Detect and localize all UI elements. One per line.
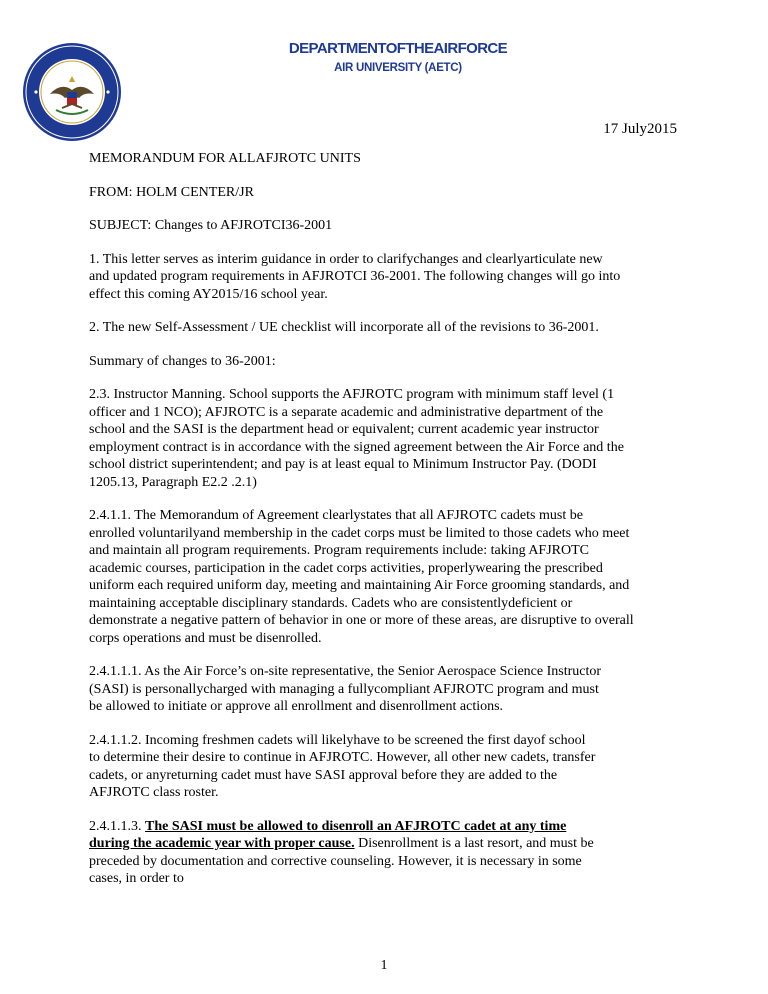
memo-date: 17 July2015 bbox=[603, 121, 677, 137]
paragraph-2-4-1-1 bbox=[89, 507, 677, 647]
subject-line: SUBJECT: Changes to AFJROTCI36-2001 bbox=[89, 218, 333, 233]
p2411-line: corps operations and must be disenrolled. bbox=[89, 630, 322, 646]
p2411-line: enrolled voluntarilyand membership in the cadet corps must be limited to those cadets who meet bbox=[89, 525, 630, 541]
p23-line: 1205.13, Paragraph E2.2 .2.1) bbox=[89, 474, 257, 490]
header-department: DEPARTMENTOFTHEAIRFORCE bbox=[288, 40, 508, 57]
para1-line: 1. This letter serves as interim guidance in order to clarifychanges and clearlyarticulate new bbox=[89, 251, 603, 267]
p23-line: 2.3. Instructor Manning. School supports the AFJROTC program with minimum staff level (1 bbox=[89, 387, 615, 402]
dod-seal-icon bbox=[22, 42, 122, 142]
header-unit: AIR UNIVERSITY (AETC) bbox=[334, 62, 462, 74]
p2411-line: 2.4.1.1. The Memorandum of Agreement clearlystates that all AFJROTC cadets must be bbox=[89, 508, 583, 523]
p24112-line: AFJROTC class roster. bbox=[89, 785, 219, 800]
p24112-line: 2.4.1.1.2. Incoming freshmen cadets will likelyhave to be screened the first dayof school bbox=[89, 732, 586, 748]
paragraph-2: 2. The new Self-Assessment / UE checklist will incorporate all of the revisions to 36-2001. bbox=[89, 320, 599, 335]
p24112-line: cadets, or anyreturning cadet must have SASI approval before they are added to the bbox=[89, 767, 558, 783]
p24113-line: preceded by documentation and corrective counseling. However, it is necessary in some bbox=[89, 853, 582, 869]
p24113-line bbox=[89, 835, 677, 853]
memo-for-line: MEMORANDUM FOR ALLAFJROTC UNITS bbox=[89, 151, 361, 166]
p23-line: officer and 1 NCO); AFJROTC is a separate academic and administrative department of the bbox=[89, 404, 604, 420]
paragraph-2-3 bbox=[89, 386, 677, 491]
paragraph-2-4-1-1-3 bbox=[89, 818, 677, 888]
from-line: FROM: HOLM CENTER/JR bbox=[89, 184, 254, 200]
p24113-number: 2.4.1.1.3. bbox=[89, 818, 142, 834]
p24111-line: be allowed to initiate or approve all enrollment and disenrollment actions. bbox=[89, 699, 504, 714]
para1-line: and updated program requirements in AFJROTCI 36-2001. The following changes will go into bbox=[89, 269, 621, 284]
p2411-line: demonstrate a negative pattern of behavior in one or more of these areas, are disruptive to overall bbox=[89, 613, 634, 628]
p2411-line: academic courses, participation in the cadet corps activities, properlywearing the prescribed bbox=[89, 560, 603, 576]
page-number: 1 bbox=[380, 958, 388, 973]
summary-heading: Summary of changes to 36-2001: bbox=[89, 353, 276, 369]
p24113-emphasis: during the academic year with proper cause. bbox=[89, 836, 355, 851]
p24111-line: 2.4.1.1.1. As the Air Force’s on-site representative, the Senior Aerospace Science Instructor bbox=[89, 664, 602, 679]
p23-line: school and the SASI is the department head or equivalent; current academic year instructor bbox=[89, 422, 599, 437]
p24112-line: to determine their desire to continue in AFJROTC. However, all other new cadets, transfer bbox=[89, 750, 596, 765]
p24113-emphasis: The SASI must be allowed to disenroll an AFJROTC cadet at any time bbox=[145, 818, 567, 834]
p23-line: employment contract is in accordance with the signed agreement between the Air Force and the bbox=[89, 439, 624, 455]
p2411-line: uniform each required uniform day, meeting and maintaining Air Force grooming standards, and bbox=[89, 578, 630, 593]
p24113-line: cases, in order to bbox=[89, 871, 184, 886]
p2411-line: maintaining acceptable disciplinary standards. Cadets who are consistentlydeficient or bbox=[89, 595, 573, 611]
p24113-text: Disenrollment is a last resort, and must be bbox=[354, 836, 594, 851]
paragraph-1 bbox=[89, 251, 677, 304]
p24113-line bbox=[89, 818, 677, 836]
paragraph-2-4-1-1-2 bbox=[89, 732, 677, 802]
para1-line: effect this coming AY2015/16 school year. bbox=[89, 286, 328, 302]
paragraph-2-4-1-1-1 bbox=[89, 663, 677, 716]
memo-body bbox=[89, 150, 677, 888]
p23-line: school district superintendent; and pay is at least equal to Minimum Instructor Pay. (DODI bbox=[89, 457, 597, 472]
p24111-line: (SASI) is personallycharged with managing a fullycompliant AFJROTC program and must bbox=[89, 681, 599, 697]
p2411-line: and maintain all program requirements. Program requirements include: taking AFJROTC bbox=[89, 543, 590, 558]
